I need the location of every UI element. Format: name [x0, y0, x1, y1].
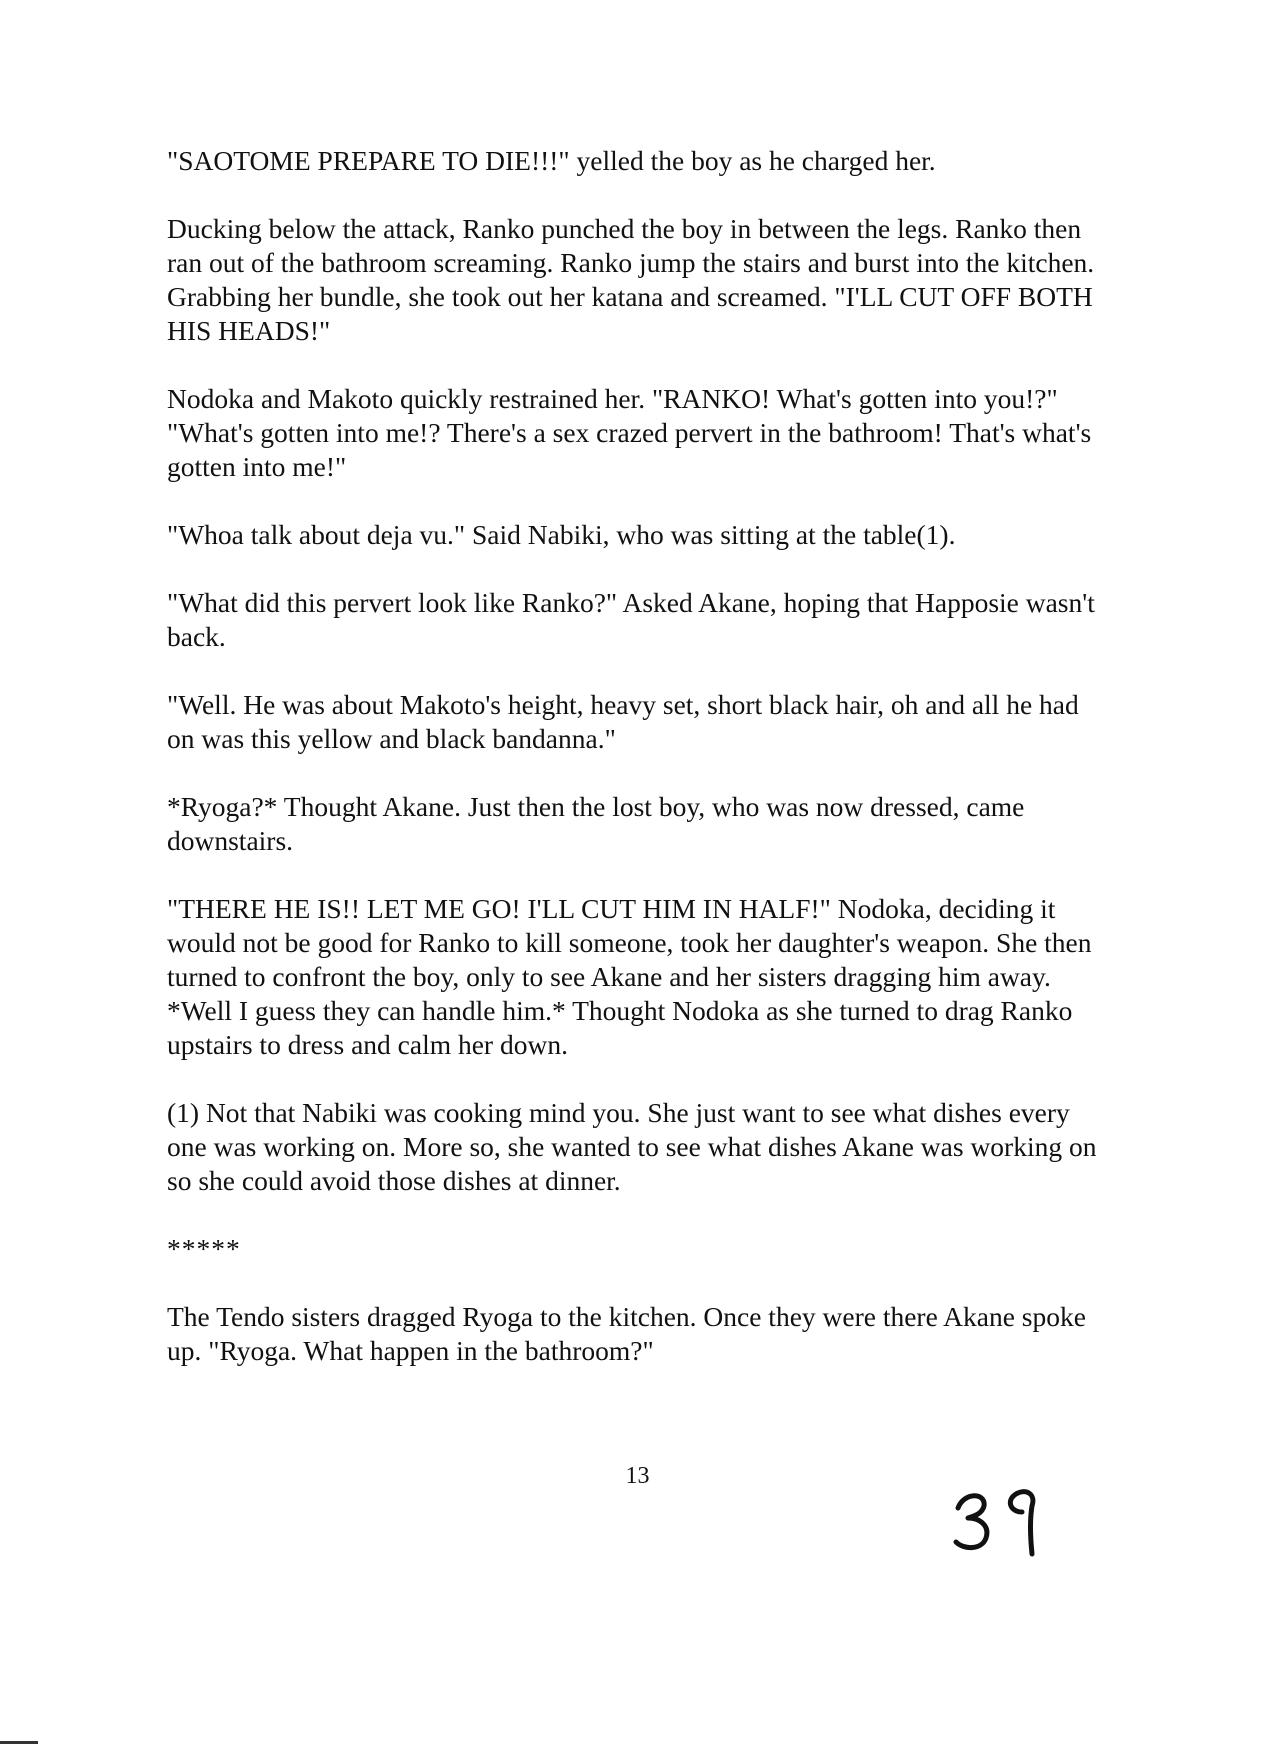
body-text — [167, 144, 1157, 1402]
footnote-1: (1) Not that Nabiki was cooking mind you. She just want to see what dishes every one was working on. More so, she wanted to see what dishes Akane was working on so she could avoid those dishes at dinner. — [167, 1097, 1097, 1196]
paragraph-3: Nodoka and Makoto quickly restrained her. "RANKO! What's gotten into you!?" "What's gotten into me!? There's a sex crazed pervert in the bathroom! That's what's gotten into me!" — [167, 383, 1092, 482]
paragraph-9: The Tendo sisters dragged Ryoga to the kitchen. Once they were there Akane spoke up. "Ryoga. What happen in the bathroom?" — [167, 1301, 1086, 1366]
paragraph-8: "THERE HE IS!! LET ME GO! I'LL CUT HIM IN HALF!" Nodoka, deciding it would not be good for Ranko to kill someone, took her daughter's weapon. She then turned to confront the boy, only to see Akane and her sisters dragging him away. *Well I guess they can handle him.* Thought Nodoka as she turned to drag Ranko upstairs to dress and calm her down. — [167, 893, 1092, 1060]
paragraph-5: "What did this pervert look like Ranko?" Asked Akane, hoping that Happosie wasn't back. — [167, 587, 1095, 652]
handwritten-page-mark — [950, 1478, 1060, 1558]
paragraph-7: *Ryoga?* Thought Akane. Just then the lost boy, who was now dressed, came downstairs. — [167, 791, 1025, 856]
paragraph-6: "Well. He was about Makoto's height, heavy set, short black hair, oh and all he had on was this yellow and black bandanna." — [167, 689, 1079, 754]
scan-edge-mark — [0, 1741, 38, 1744]
page-number: 13 — [625, 1463, 650, 1489]
paragraph-1: "SAOTOME PREPARE TO DIE!!!" yelled the boy as he charged her. — [167, 145, 936, 176]
paragraph-4: "Whoa talk about deja vu." Said Nabiki, who was sitting at the table(1). — [167, 519, 956, 550]
paragraph-2: Ducking below the attack, Ranko punched the boy in between the legs. Ranko then ran out of the bathroom screaming. Ranko jump the stairs and burst into the kitchen. Grabbing her bundle, she took out her katana and screamed. "I'LL CUT OFF BOTH HIS HEADS!" — [167, 213, 1095, 346]
scene-separator: ***** — [167, 1233, 241, 1264]
